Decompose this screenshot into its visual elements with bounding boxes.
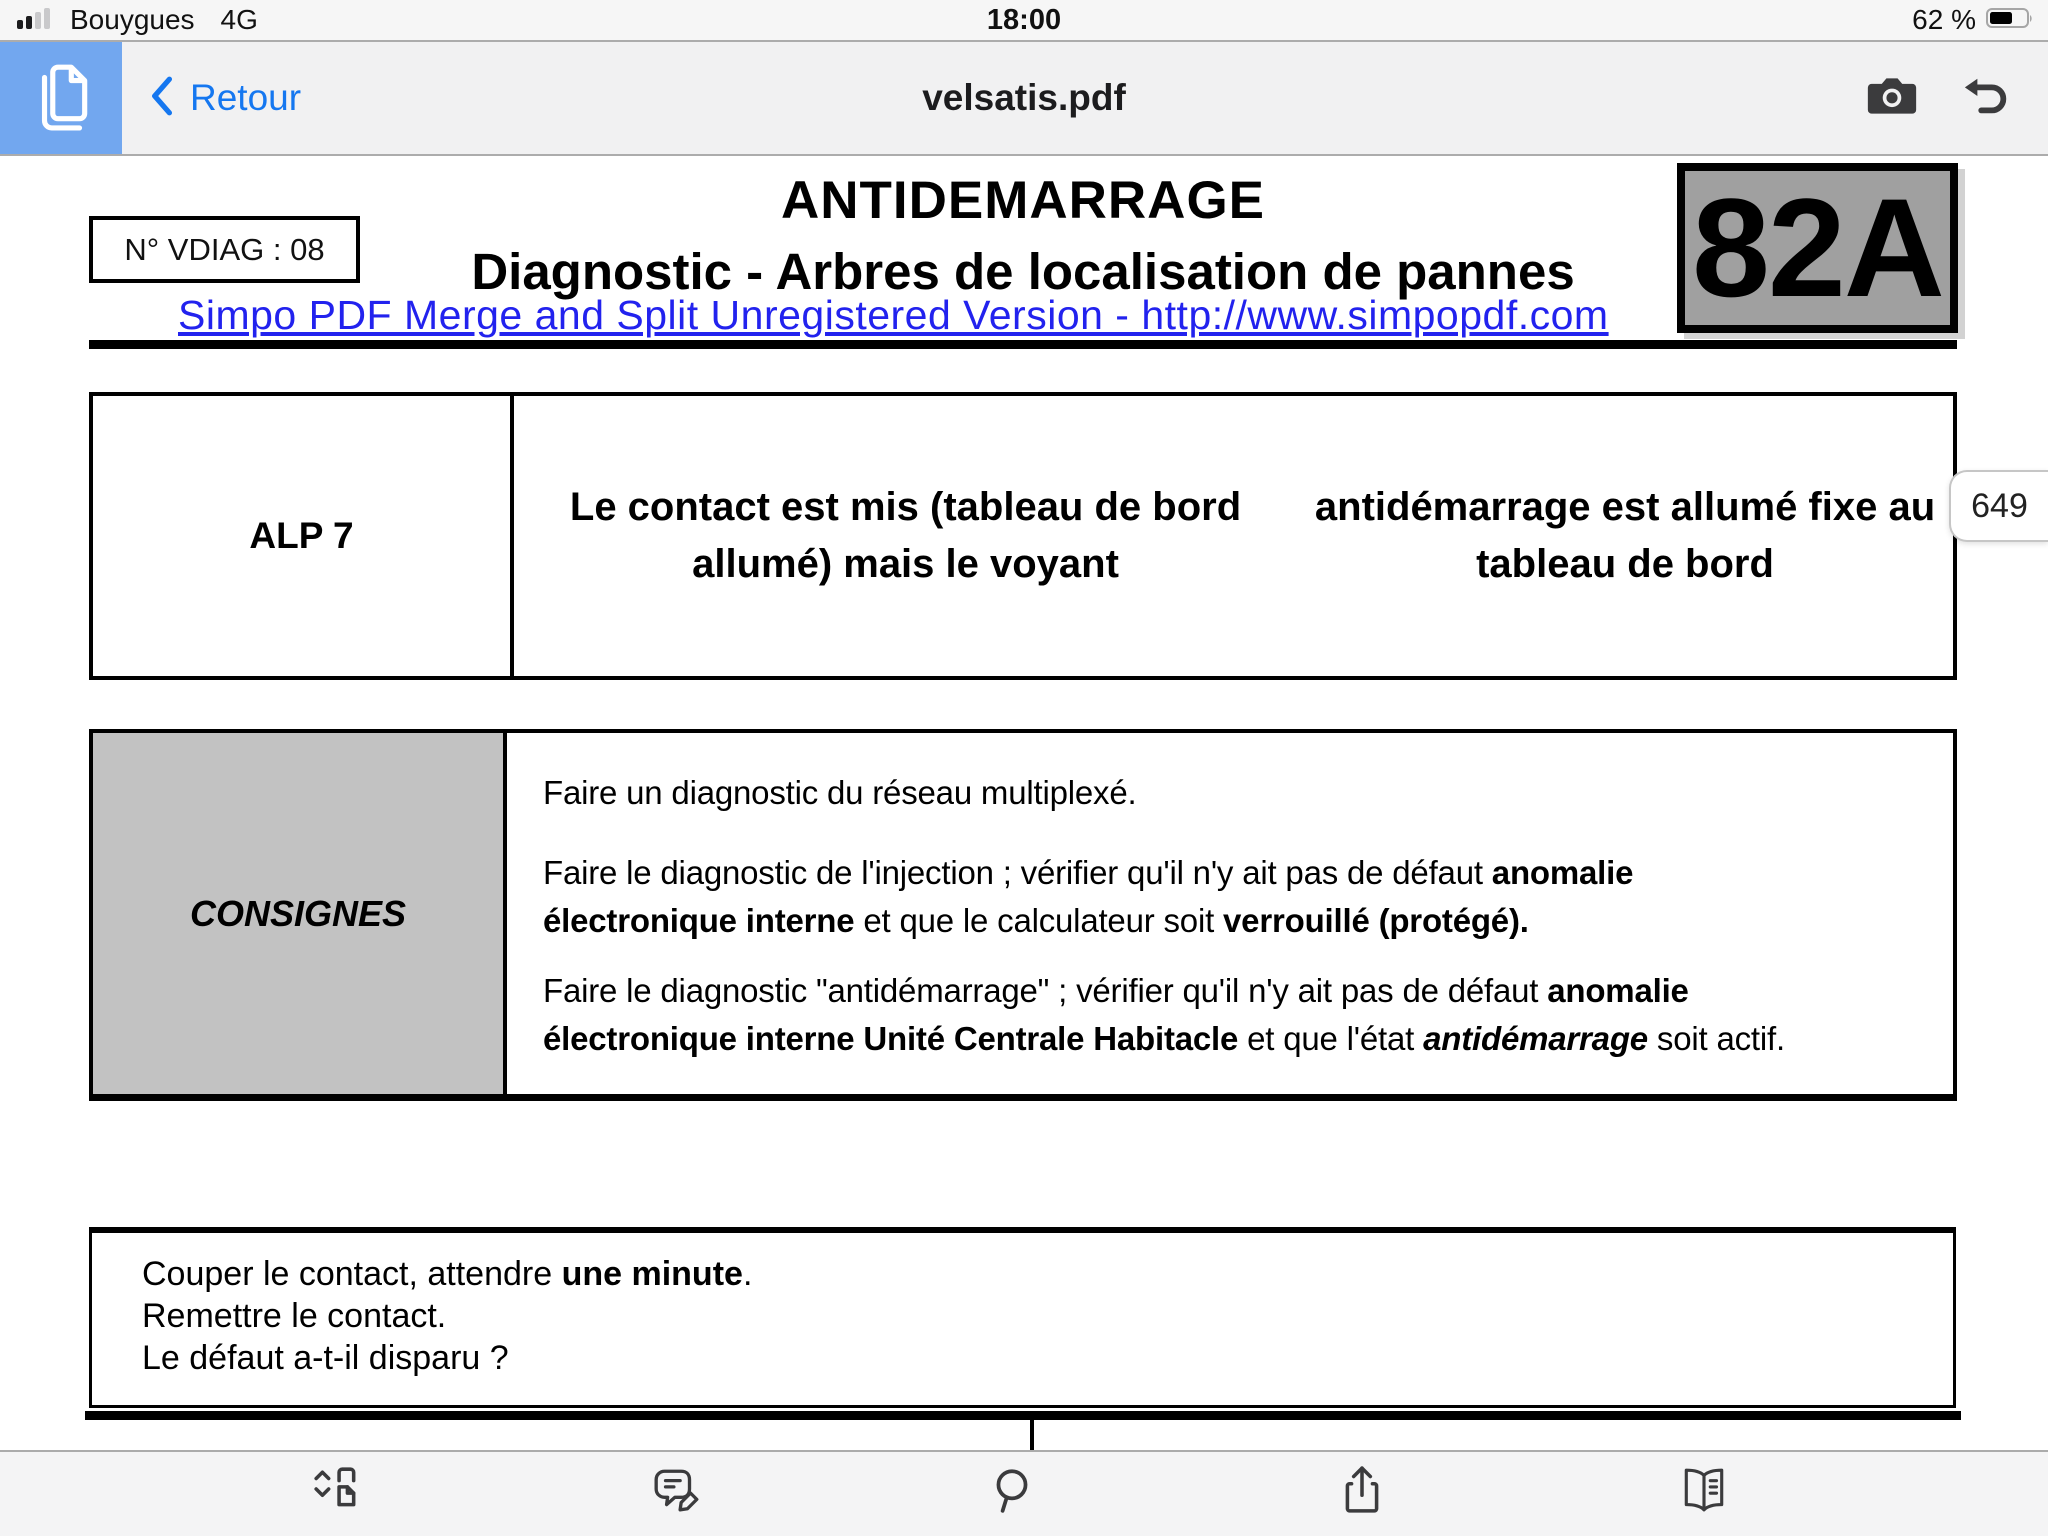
markup-button[interactable] xyxy=(649,1464,705,1520)
bottom-toolbar xyxy=(0,1450,2048,1536)
consignes-table xyxy=(89,729,1957,1101)
page-view-icon xyxy=(312,1465,362,1520)
status-left-cluster xyxy=(16,0,258,40)
network-type-label: 4G xyxy=(220,4,258,35)
pdf-content[interactable] xyxy=(0,156,2048,1450)
page-subtitle: Diagnostic - Arbres de localisation de pannes xyxy=(471,243,1575,300)
documents-icon xyxy=(30,61,92,136)
consignes-paragraph: Faire un diagnostic du réseau multiplexé. xyxy=(543,774,1137,811)
consignes-label-cell: CONSIGNES xyxy=(93,733,507,1094)
documents-app-tile[interactable] xyxy=(0,42,122,154)
consignes-paragraph: Faire le diagnostic de l'injection ; vérifier qu'il n'y ait pas de défaut anomalie électronique interne et que le calculateur soit verrouillé (protégé). xyxy=(543,854,1634,939)
search-button[interactable] xyxy=(984,1464,1040,1520)
nav-right-cluster xyxy=(1866,42,2012,154)
page-title: ANTIDEMARRAGE xyxy=(780,171,1266,230)
consignes-paragraph: Faire le diagnostic "antidémarrage" ; vérifier qu'il n'y ait pas de défaut anomalie électronique interne Unité Centrale Habitacle et que l'état antidémarrage soit actif. xyxy=(543,972,1785,1057)
signal-bars-icon xyxy=(16,6,56,35)
camera-button[interactable] xyxy=(1866,75,1918,122)
watermark-text: Simpo PDF Merge and Split Unregistered Version - http://www.simpopdf.com xyxy=(178,292,1609,338)
action-line: Le défaut a-t-il disparu ? xyxy=(142,1339,509,1377)
camera-icon xyxy=(1866,75,1918,122)
action-line: Couper le contact, attendre une minute. xyxy=(142,1255,753,1293)
document-title: velsatis.pdf xyxy=(922,77,1126,118)
battery-icon xyxy=(1986,6,2036,35)
page-number-badge: 649 xyxy=(1949,470,2048,542)
page-view-button[interactable] xyxy=(309,1464,365,1520)
carrier-label: Bouygues xyxy=(70,4,195,35)
alp-description-cell: Le contact est mis (tableau de bord allumé) mais le voyant antidémarrage est allumé fixe au tableau de bord xyxy=(569,485,1936,586)
search-icon xyxy=(987,1465,1037,1520)
flowchart-connector xyxy=(1030,1420,1034,1450)
bookmarks-button[interactable] xyxy=(1676,1464,1732,1520)
status-bar xyxy=(0,0,2048,42)
bookmarks-icon xyxy=(1679,1465,1729,1520)
status-right-cluster xyxy=(1912,0,2036,40)
markup-icon xyxy=(652,1465,702,1520)
share-icon xyxy=(1337,1465,1387,1520)
share-button[interactable] xyxy=(1334,1464,1390,1520)
battery-percent-label: 62 % xyxy=(1912,4,1976,35)
vdiag-box: N° VDIAG : 08 xyxy=(89,216,360,283)
undo-button[interactable] xyxy=(1962,74,2012,123)
header-divider xyxy=(89,340,1957,349)
alp-table xyxy=(89,392,1957,680)
back-button-label: Retour xyxy=(190,77,302,118)
chevron-left-icon xyxy=(148,75,174,122)
action-line: Remettre le contact. xyxy=(142,1297,447,1335)
alp-code-cell: ALP 7 xyxy=(93,396,514,676)
clock-label: 18:00 xyxy=(986,3,1062,36)
undo-icon xyxy=(1962,74,2012,123)
action-box xyxy=(89,1227,1956,1408)
consignes-text-cell xyxy=(507,733,1953,1094)
navigation-bar xyxy=(0,42,2048,156)
chapter-code-badge: 82A xyxy=(1677,163,1958,333)
back-button[interactable] xyxy=(148,42,301,154)
flowchart-divider xyxy=(85,1411,1961,1420)
